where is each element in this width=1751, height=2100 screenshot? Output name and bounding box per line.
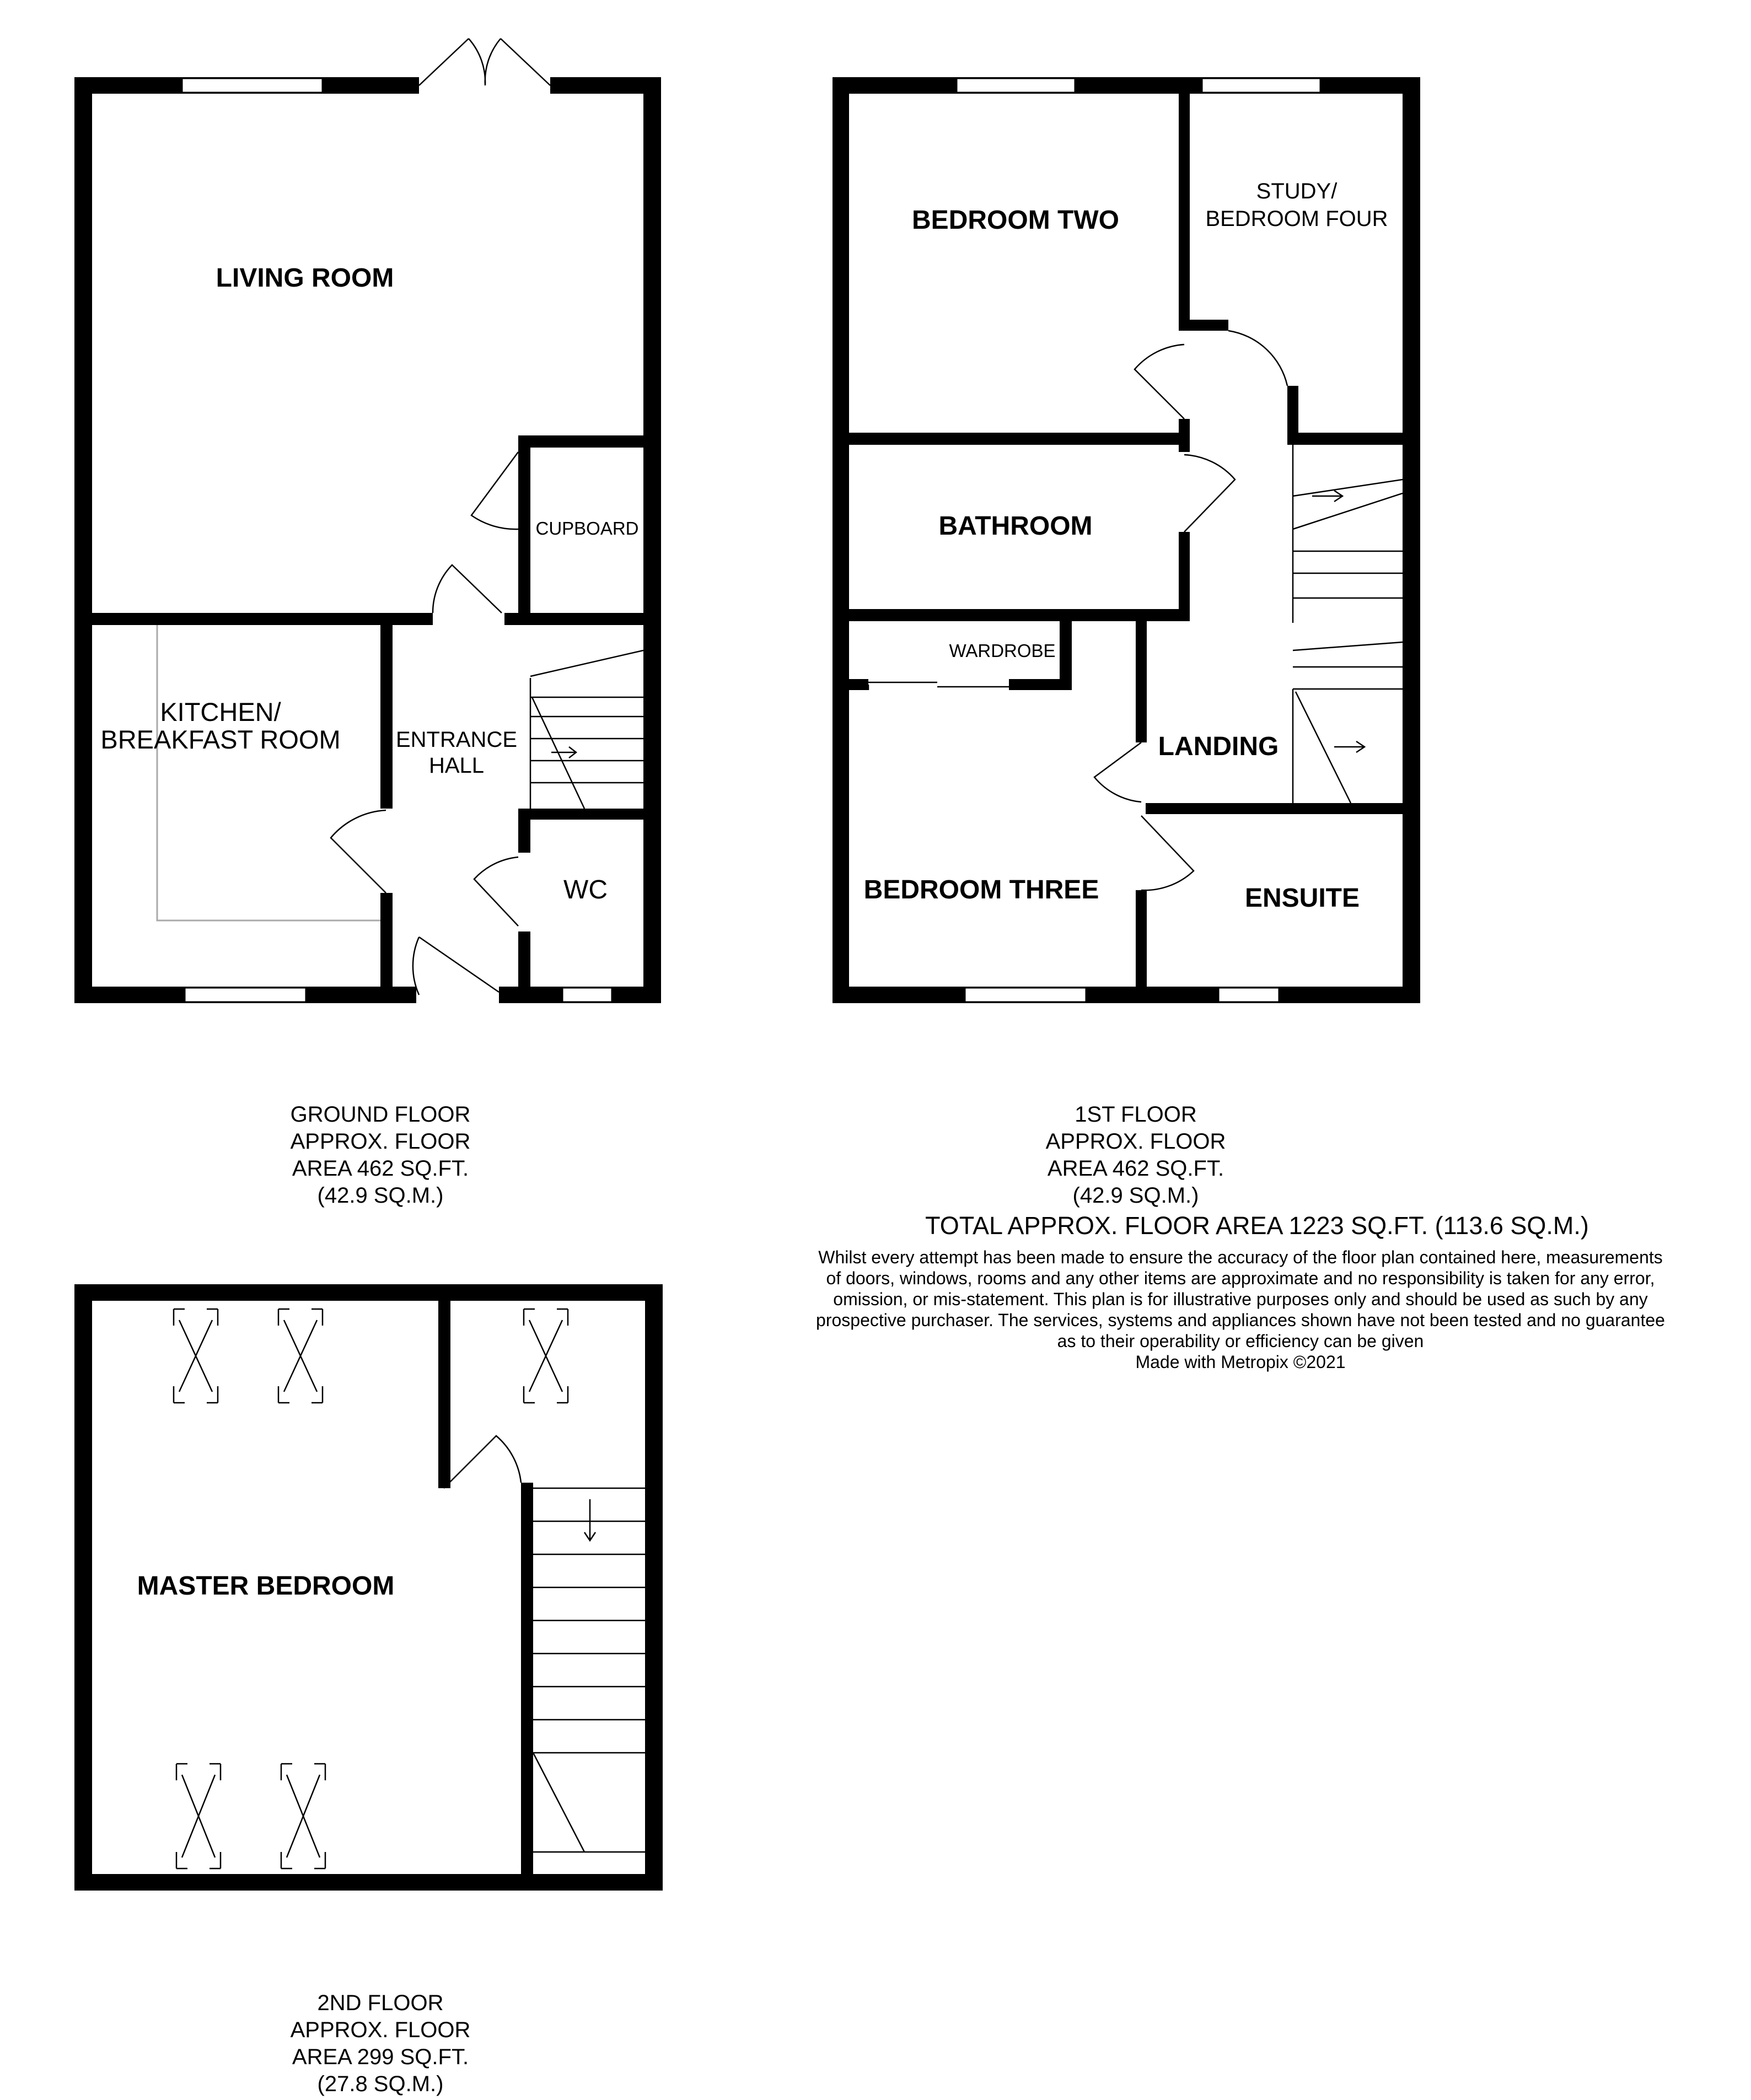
wc-door-icon <box>474 857 518 926</box>
ensuite-window <box>1218 988 1279 1002</box>
stair-arrow-icon-down <box>584 1499 595 1541</box>
second-floor-name: 2ND FLOOR <box>317 1991 444 2015</box>
ground-floor-name: GROUND FLOOR <box>290 1102 471 1127</box>
stair-arrow-icon-lower <box>1334 741 1365 752</box>
disclaimer-line: of doors, windows, rooms and any other items are approximate and no responsibility is taken for any error, <box>826 1268 1655 1288</box>
bedroom-two-door-icon <box>1135 344 1184 419</box>
first-wall-landing-left <box>1136 621 1147 742</box>
skylight-icon <box>278 1309 323 1403</box>
skylight-icon <box>174 1309 218 1403</box>
skylight-icon <box>524 1309 568 1403</box>
first-wall-right <box>1403 77 1420 1003</box>
front-door-icon <box>413 937 499 995</box>
first-wall-wardrobe-bottom-left <box>849 679 868 690</box>
room-label-landing: LANDING <box>1158 732 1279 761</box>
room-label-cupboard: CUPBOARD <box>535 518 639 539</box>
room-label-wardrobe: WARDROBE <box>949 640 1056 661</box>
second-wall-stair <box>521 1483 533 1874</box>
second-wall-inner <box>438 1284 450 1488</box>
second-floor-plan <box>74 1284 663 1891</box>
first-wall-study-right-stub <box>1287 386 1298 438</box>
first-wall-wardrobe-bottom-right <box>1009 679 1072 690</box>
ground-wall-cupboard-left <box>518 435 530 625</box>
bedroom-three-window <box>965 988 1086 1002</box>
ground-stairs <box>530 650 643 809</box>
ground-floor-area <box>237 1101 524 1209</box>
first-stairs <box>1293 445 1403 803</box>
french-doors-icon <box>419 39 550 85</box>
first-floor-area-label: APPROX. FLOOR <box>1045 1129 1226 1154</box>
total-floor-area: TOTAL APPROX. FLOOR AREA 1223 SQ.FT. (113.6 SQ.M.) <box>925 1211 1589 1240</box>
ground-wall-kitchen-right-lower <box>380 893 393 1003</box>
disclaimer-line: as to their operability or efficiency can be given <box>1057 1331 1424 1351</box>
kitchen-worktop <box>157 625 380 920</box>
second-stairs <box>533 1488 645 1852</box>
cupboard-door-icon <box>471 452 518 529</box>
first-floor-area-sqft: AREA 462 SQ.FT. <box>1047 1156 1224 1181</box>
ground-wall-right <box>643 77 661 1003</box>
ground-wall-kitchen-right <box>380 613 393 809</box>
first-wall-bath-bottom <box>832 609 1190 621</box>
first-wall-top <box>832 77 1420 94</box>
disclaimer-line: prospective purchaser. The services, systems and appliances shown have not been tested and no guarantee <box>816 1310 1665 1330</box>
ground-floor-area-label: APPROX. FLOOR <box>290 1129 471 1154</box>
ground-wall-living-kitchen <box>74 613 433 625</box>
stair-arrow-icon <box>551 747 576 758</box>
second-wall-left <box>74 1284 92 1891</box>
first-wall-bed2-bottom <box>832 433 1185 445</box>
first-floor-name: 1ST FLOOR <box>1075 1102 1197 1127</box>
ground-wall-top-right <box>550 77 661 94</box>
study-door-icon <box>1228 331 1287 386</box>
room-label-bathroom: BATHROOM <box>938 511 1093 541</box>
second-wall-right <box>645 1284 663 1891</box>
room-label-study-1: STUDY/ <box>1256 179 1338 203</box>
second-floor-area <box>237 1990 524 2098</box>
first-wall-bath-right-lower <box>1179 532 1190 620</box>
first-wall-ensuite-top <box>1146 803 1420 814</box>
room-label-study-2: BEDROOM FOUR <box>1205 207 1388 231</box>
room-label-bedroom-two: BEDROOM TWO <box>912 206 1119 235</box>
first-wall-study-door-stub <box>1190 320 1228 331</box>
room-label-wc: WC <box>563 875 608 904</box>
disclaimer-line: Whilst every attempt has been made to ensure the accuracy of the floor plan contained here, measurements <box>818 1247 1663 1267</box>
room-label-kitchen-1: KITCHEN/ <box>160 697 281 726</box>
first-floor-plan <box>832 77 1420 1003</box>
disclaimer-credit: Made with Metropix ©2021 <box>1135 1352 1346 1372</box>
room-label-living: LIVING ROOM <box>216 263 394 293</box>
first-wall-bath-right <box>1179 419 1190 452</box>
skylight-icon <box>281 1764 325 1869</box>
bedroom-two-window <box>957 78 1075 93</box>
second-wall-top <box>74 1284 663 1301</box>
room-label-kitchen-2: BREAKFAST ROOM <box>100 725 341 754</box>
first-wall-bed3-ensuite <box>1136 890 1147 1003</box>
ensuite-door-icon <box>1141 816 1194 890</box>
study-window <box>1202 78 1320 93</box>
room-label-ensuite: ENSUITE <box>1244 884 1360 913</box>
wc-window <box>562 988 612 1002</box>
first-wall-study-bottom <box>1287 433 1420 445</box>
second-floor-area-label: APPROX. FLOOR <box>290 2018 471 2042</box>
ground-wall-cupboard-top <box>518 435 661 448</box>
wardrobe-doors <box>868 682 1009 690</box>
first-wall-bottom <box>832 987 1420 1003</box>
master-door-icon <box>444 1436 521 1488</box>
bathroom-door-icon <box>1184 455 1235 532</box>
room-label-hall-2: HALL <box>428 753 485 778</box>
second-floor-area-sqm: (27.8 SQ.M.) <box>317 2072 444 2096</box>
bedroom-three-door-icon <box>1094 742 1141 802</box>
room-label-hall-1: ENTRANCE <box>395 728 518 752</box>
first-floor-area <box>992 1101 1279 1209</box>
ground-wall-wc-left <box>518 809 530 853</box>
room-label-bedroom-three: BEDROOM THREE <box>863 875 1099 904</box>
skylight-icon <box>176 1764 221 1869</box>
ground-wall-wc-left-lower <box>518 931 530 1003</box>
kitchen-door-icon <box>331 810 386 893</box>
ground-wall-left <box>74 77 92 1003</box>
living-window <box>182 78 323 93</box>
ground-floor-area-sqm: (42.9 SQ.M.) <box>317 1183 444 1208</box>
living-door-icon <box>433 565 502 613</box>
first-wall-left <box>832 77 849 1003</box>
kitchen-window <box>185 988 306 1002</box>
ground-wall-stair-bottom <box>518 809 661 820</box>
first-wall-bed2-study <box>1179 77 1190 331</box>
room-label-master-bedroom: MASTER BEDROOM <box>137 1571 395 1601</box>
ground-floor-area-sqft: AREA 462 SQ.FT. <box>292 1156 469 1181</box>
first-floor-area-sqm: (42.9 SQ.M.) <box>1072 1183 1199 1208</box>
ground-floor-plan <box>74 39 661 1003</box>
second-wall-bottom <box>74 1874 663 1891</box>
second-floor-area-sqft: AREA 299 SQ.FT. <box>292 2045 469 2069</box>
disclaimer-line: omission, or mis-statement. This plan is for illustrative purposes only and should be used as such by any <box>833 1289 1648 1309</box>
disclaimer <box>739 1247 1742 1372</box>
